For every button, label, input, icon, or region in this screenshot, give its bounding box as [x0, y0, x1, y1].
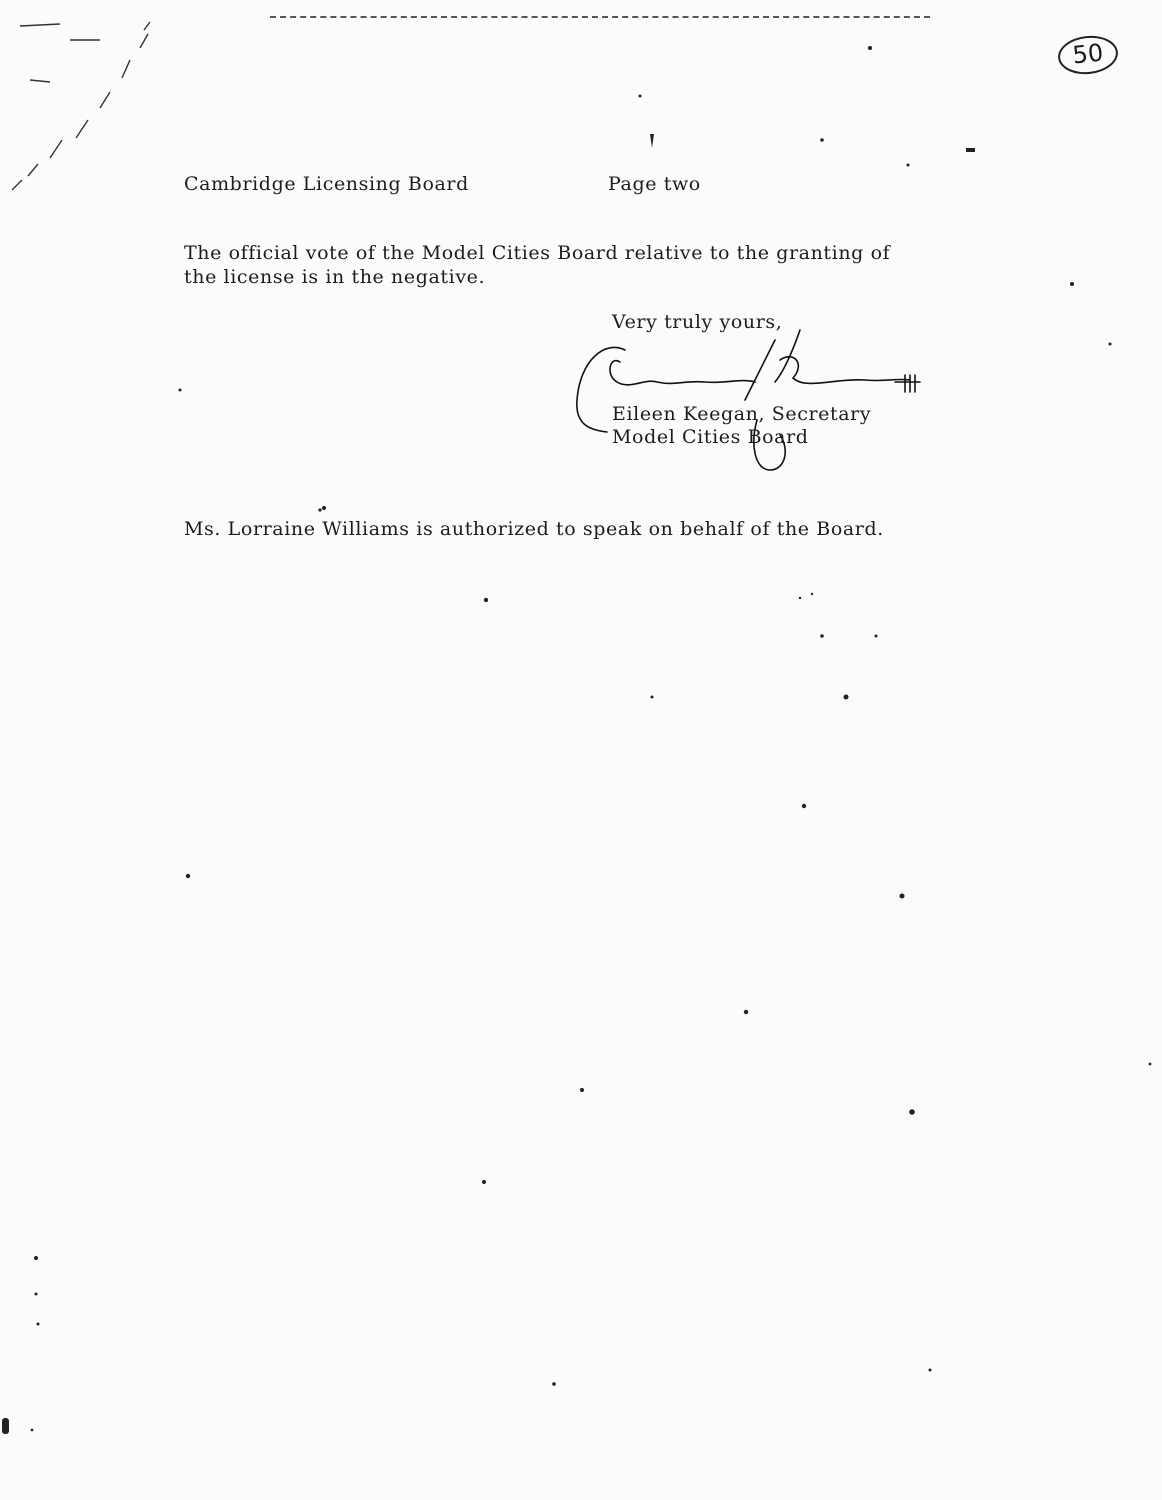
- signer-name-title: Eileen Keegan, Secretary: [612, 403, 872, 425]
- authorization-note: Ms. Lorraine Williams is authorized to speak on behalf of the Board.: [184, 518, 884, 540]
- addressee-heading: Cambridge Licensing Board: [184, 173, 469, 195]
- body-line-1: The official vote of the Model Cities Board relative to the granting of: [184, 242, 891, 264]
- page-number-circled: 50: [1056, 33, 1120, 77]
- closing: Very truly yours,: [612, 311, 783, 333]
- signer-organization: Model Cities Board: [612, 426, 809, 448]
- page-label: Page two: [608, 173, 701, 195]
- body-line-2: the license is in the negative.: [184, 266, 486, 288]
